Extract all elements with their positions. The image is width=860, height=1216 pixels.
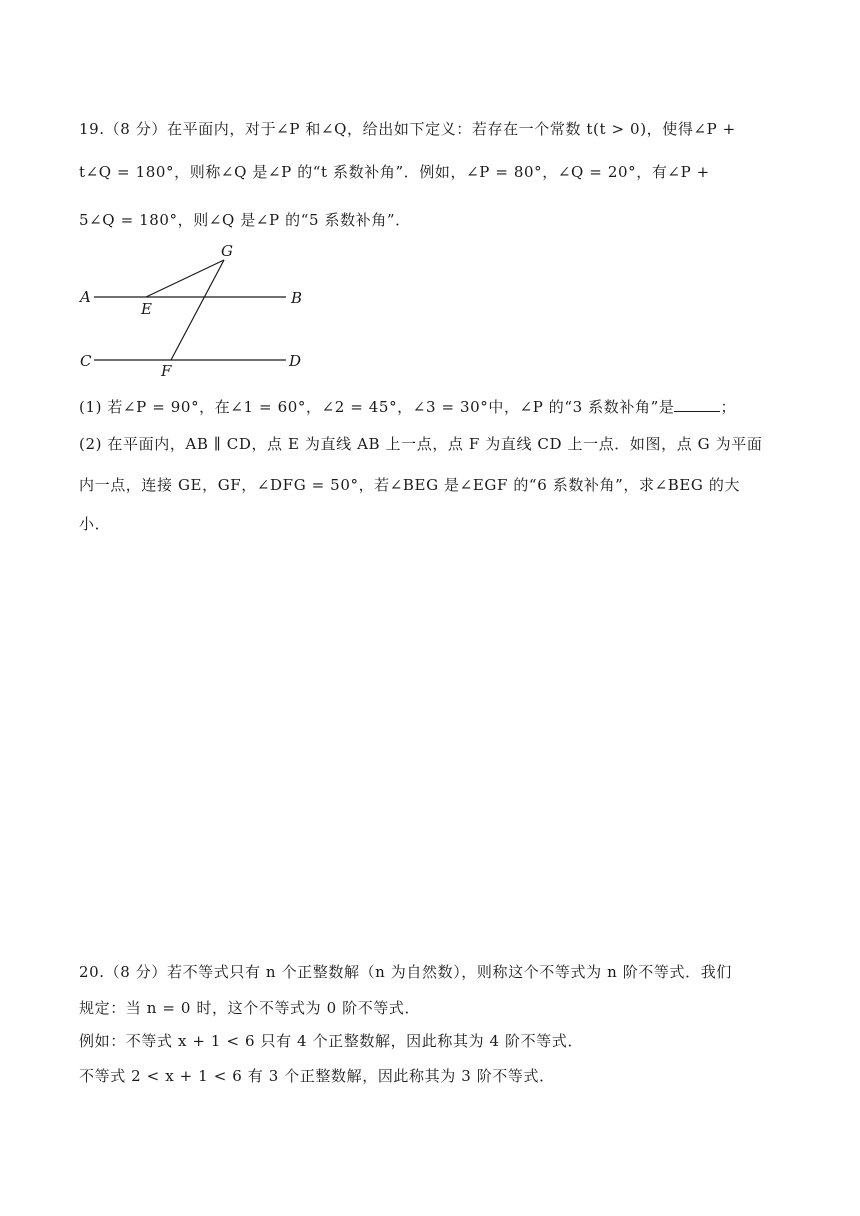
q20-line-4: 不等式 2 < x + 1 < 6 有 3 个正整数解，因此称其为 3 阶不等式． [79, 1067, 555, 1085]
q20-line-2: 规定：当 n = 0 时，这个不等式为 0 阶不等式． [79, 999, 421, 1017]
segment-ge [146, 260, 224, 297]
answer-blank[interactable] [674, 397, 720, 412]
q19-part1-text: (1) 若∠P = 90°，在∠1 = 60°，∠2 = 45°，∠3 = 30°中，∠P 的“3 系数补角”是 [79, 398, 675, 416]
label-a: A [80, 288, 91, 306]
q19-line-3: 5∠Q = 180°，则∠Q 是∠P 的“5 系数补角”． [79, 211, 411, 229]
label-d: D [289, 352, 302, 370]
q19-part1 [79, 396, 784, 418]
q19-part2-line-3: 小． [79, 515, 111, 533]
label-b: B [291, 289, 303, 307]
label-g: G [221, 242, 233, 260]
q20-line-1: 20.（8 分）若不等式只有 n 个正整数解（n 为自然数），则称这个不等式为 n 阶不等式．我们 [79, 963, 732, 981]
q19-part2-line-2: 内一点，连接 GE，GF，∠DFG = 50°，若∠BEG 是∠EGF 的“6 系数补角”，求∠BEG 的大 [79, 476, 741, 494]
q19-line-1: 19.（8 分）在平面内，对于∠P 和∠Q，给出如下定义：若存在一个常数 t(t > 0)，使得∠P + [79, 120, 736, 138]
label-f: F [161, 362, 172, 380]
q20-line-3: 例如：不等式 x + 1 < 6 只有 4 个正整数解，因此称其为 4 阶不等式． [79, 1032, 584, 1050]
q19-part2-line-1: (2) 在平面内，AB ∥ CD，点 E 为直线 AB 上一点，点 F 为直线 CD 上一点．如图，点 G 为平面 [79, 435, 763, 453]
q19-line-2: t∠Q = 180°，则称∠Q 是∠P 的“t 系数补角”．例如，∠P = 80°，∠Q = 20°，有∠P + [79, 163, 710, 181]
segment-gf [171, 260, 224, 360]
label-c: C [80, 352, 92, 370]
geometry-figure [78, 240, 318, 380]
label-e: E [141, 300, 152, 318]
q19-part1-end: ； [720, 398, 737, 416]
